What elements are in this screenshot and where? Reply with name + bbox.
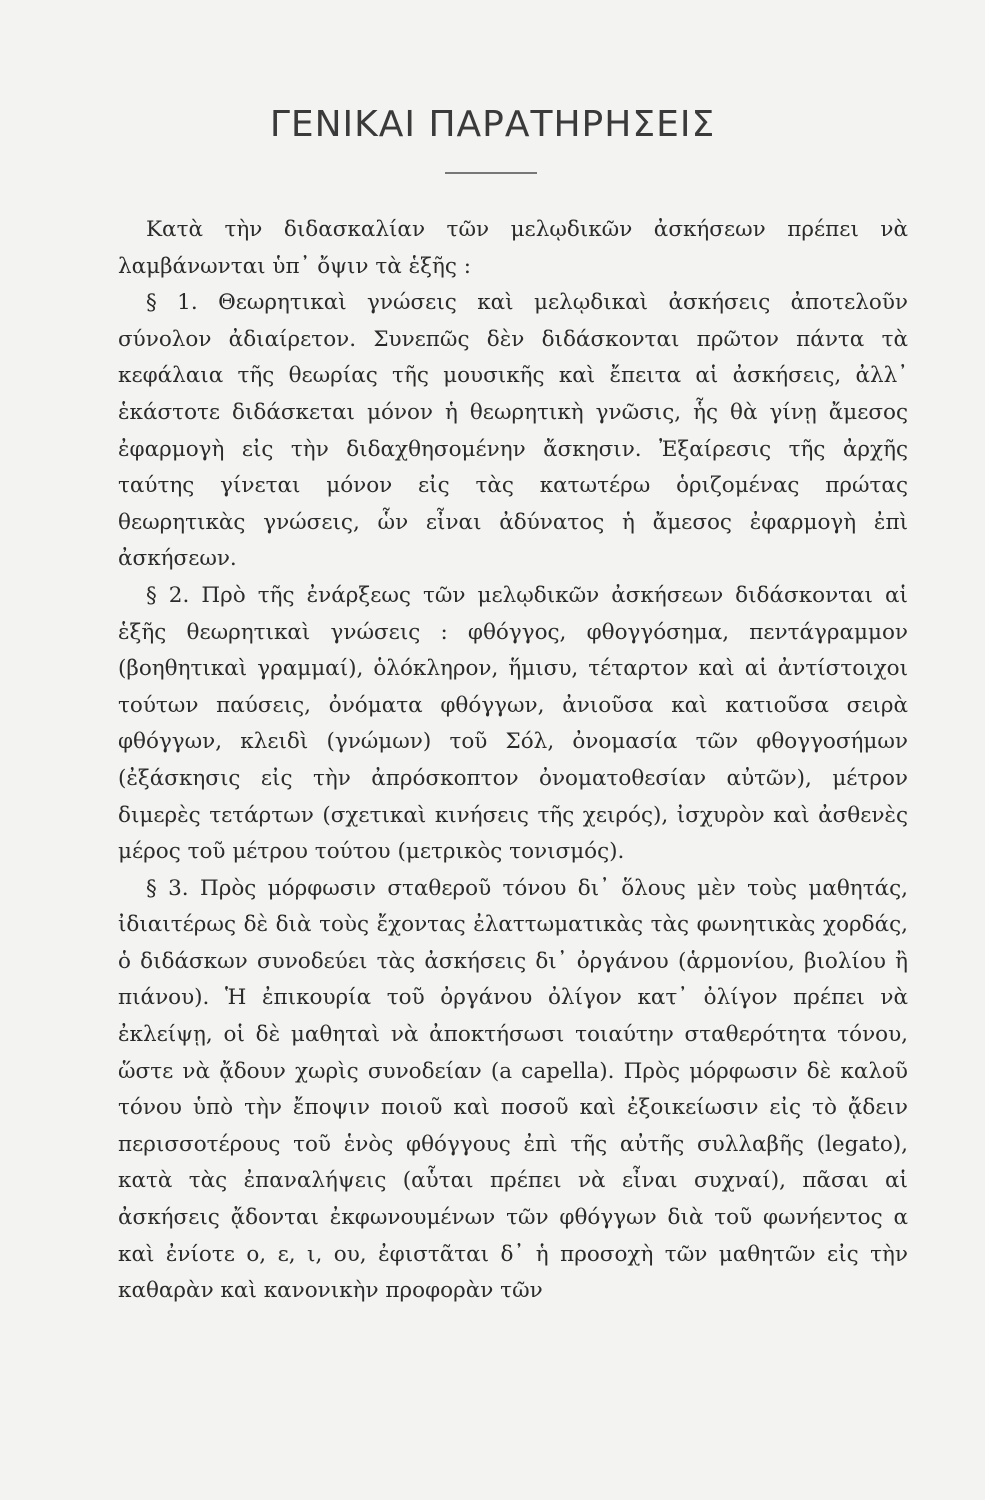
section-paragraph-2 [118, 578, 908, 871]
section-label: § 2. [146, 582, 190, 608]
section-text: Πρὸς μόρφωσιν σταθεροῦ τόνου δι᾽ ὅλους μὲν τοὺς μαθητάς, ἰδιαιτέρως δὲ διὰ τοὺς ἔχοντας ἐλαττωματικὰς τὰς φωνητικὰς χορδάς, ὁ διδάσκων συνοδεύει τὰς ἀσκήσεις δι᾽ ὀργάνου (ἁρμονίου, βιολίου ἢ πιάνου). Ἡ ἐπικουρία τοῦ ὀργάνου ὀλίγον κατ᾽ ὀλίγον πρέπει νὰ ἐκλείψῃ, οἱ δὲ μαθηταὶ νὰ ἀποκτήσωσι τοιαύτην σταθερότητα τόνου, ὥστε νὰ ᾄδουν χωρὶς συνοδείαν (a capella). Πρὸς μόρφωσιν δὲ καλοῦ τόνου ὑπὸ τὴν ἔποψιν ποιοῦ καὶ ποσοῦ καὶ ἐξοικείωσιν εἰς τὸ ᾄδειν περισσοτέρους τοῦ ἑνὸς φθόγγους ἐπὶ τῆς αὐτῆς συλλαβῆς (legato), κατὰ τὰς ἐπαναλήψεις (αὗται πρέπει νὰ εἶναι συχναί), πᾶσαι αἱ ἀσκήσεις ᾄδονται ἐκφωνουμένων τῶν φθόγγων διὰ τοῦ φωνήεντος α καὶ ἐνίοτε ο, ε, ι, ου, ἐφιστᾶται δ᾽ ἡ προσοχὴ τῶν μαθητῶν εἰς τὴν καθαρὰν καὶ κανονικὴν προφορὰν τῶν [118, 875, 908, 1304]
section-paragraph-1 [118, 285, 908, 578]
title-divider [445, 172, 537, 174]
section-text: Θεωρητικαὶ γνώσεις καὶ μελῳδικαὶ ἀσκήσεις ἀποτελοῦν σύνολον ἀδιαίρετον. Συνεπῶς δὲν διδάσκονται πρῶτον πάντα τὰ κεφάλαια τῆς θεωρίας τῆς μουσικῆς καὶ ἔπειτα αἱ ἀσκήσεις, ἀλλ᾽ ἑκάστοτε διδάσκεται μόνον ἡ θεωρητικὴ γνῶσις, ἧς θὰ γίνῃ ἄμεσος ἐφαρμογὴ εἰς τὴν διδαχθησομένην ἄσκησιν. Ἐξαίρεσις τῆς ἀρχῆς ταύτης γίνεται μόνον εἰς τὰς κατωτέρω ὁριζομένας πρώτας θεωρητικὰς γνώσεις, ὧν εἶναι ἀδύνατος ἡ ἄμεσος ἐφαρμογὴ ἐπὶ ἀσκήσεων. [118, 290, 908, 572]
section-text: Πρὸ τῆς ἐνάρξεως τῶν μελῳδικῶν ἀσκήσεων διδάσκονται αἱ ἑξῆς θεωρητικαὶ γνώσεις : φθόγγος, φθογγόσημα, πεντάγραμμον (βοηθητικαὶ γραμμαί), ὁλόκληρον, ἥμισυ, τέταρτον καὶ αἱ ἀντίστοιχοι τούτων παύσεις, ὀνόματα φθόγγων, ἀνιοῦσα καὶ κατιοῦσα σειρὰ φθόγγων, κλειδὶ (γνώμων) τοῦ Σόλ, ὀνομασία τῶν φθογγοσήμων (ἐξάσκησις εἰς τὴν ἀπρόσκοπτον ὀνοματοθεσίαν αὐτῶν), μέτρον διμερὲς τετάρτων (σχετικαὶ κινήσεις τῆς χειρός), ἰσχυρὸν καὶ ἀσθενὲς μέρος τοῦ μέτρου τούτου (μετρικὸς τονισμός). [118, 582, 908, 865]
body-text [118, 212, 908, 1310]
section-label: § 3. [146, 875, 189, 901]
intro-paragraph: Κατὰ τὴν διδασκαλίαν τῶν μελῳδικῶν ἀσκήσεων πρέπει νὰ λαμβάνωνται ὑπ᾽ ὄψιν τὰ ἑξῆς : [118, 217, 908, 279]
section-paragraph-3 [118, 871, 908, 1310]
page-title: ΓΕΝΙΚΑΙ ΠΑΡΑΤΗΡΗΣΕΙΣ [269, 104, 716, 145]
section-label: § 1. [146, 290, 198, 316]
